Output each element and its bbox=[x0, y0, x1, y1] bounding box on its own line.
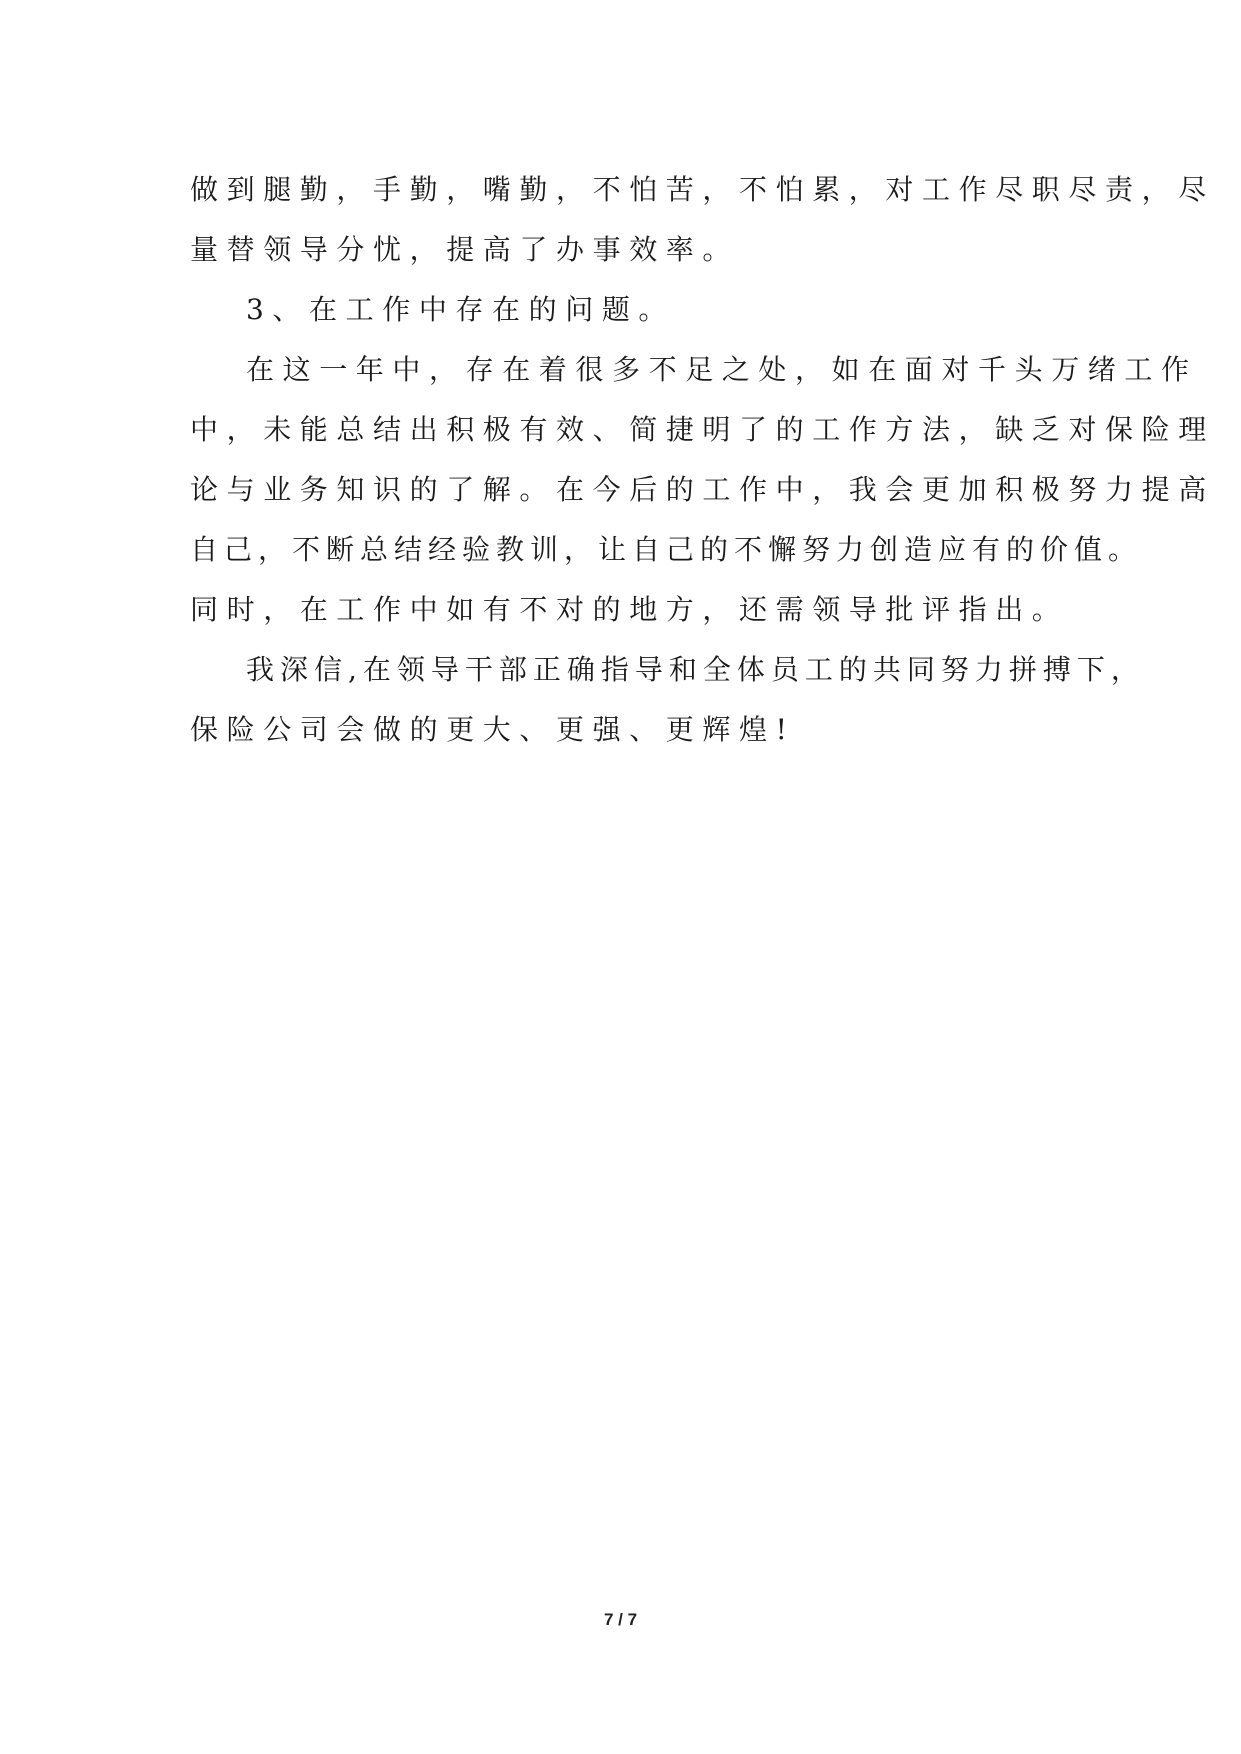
text-line: 量替领导分忧，提高了办事效率。 bbox=[190, 233, 740, 266]
body-text bbox=[190, 160, 1215, 760]
text-line: 同时，在工作中如有不对的地方，还需领导批评指出。 bbox=[190, 593, 1069, 626]
text-line: 自己，不断总结经验教训，让自己的不懈努力创造应有的价值。 bbox=[190, 533, 1143, 566]
text-line: 我深信,在领导干部正确指导和全体员工的共同努力拼搏下， bbox=[246, 653, 1145, 686]
text-line: 论与业务知识的了解。在今后的工作中，我会更加积极努力提高 bbox=[190, 473, 1215, 506]
section-heading: 3、在工作中存在的问题。 bbox=[246, 293, 676, 326]
text-line: 在这一年中，存在着很多不足之处，如在面对千头万绪工作 bbox=[246, 353, 1198, 386]
text-line: 做到腿勤，手勤，嘴勤，不怕苦，不怕累，对工作尽职尽责，尽 bbox=[190, 173, 1215, 206]
text-line: 中，未能总结出积极有效、简捷明了的工作方法，缺乏对保险理 bbox=[190, 413, 1215, 446]
text-line: 保险公司会做的更大、更强、更辉煌! bbox=[190, 713, 796, 746]
page-number: 7 / 7 bbox=[603, 1610, 638, 1629]
